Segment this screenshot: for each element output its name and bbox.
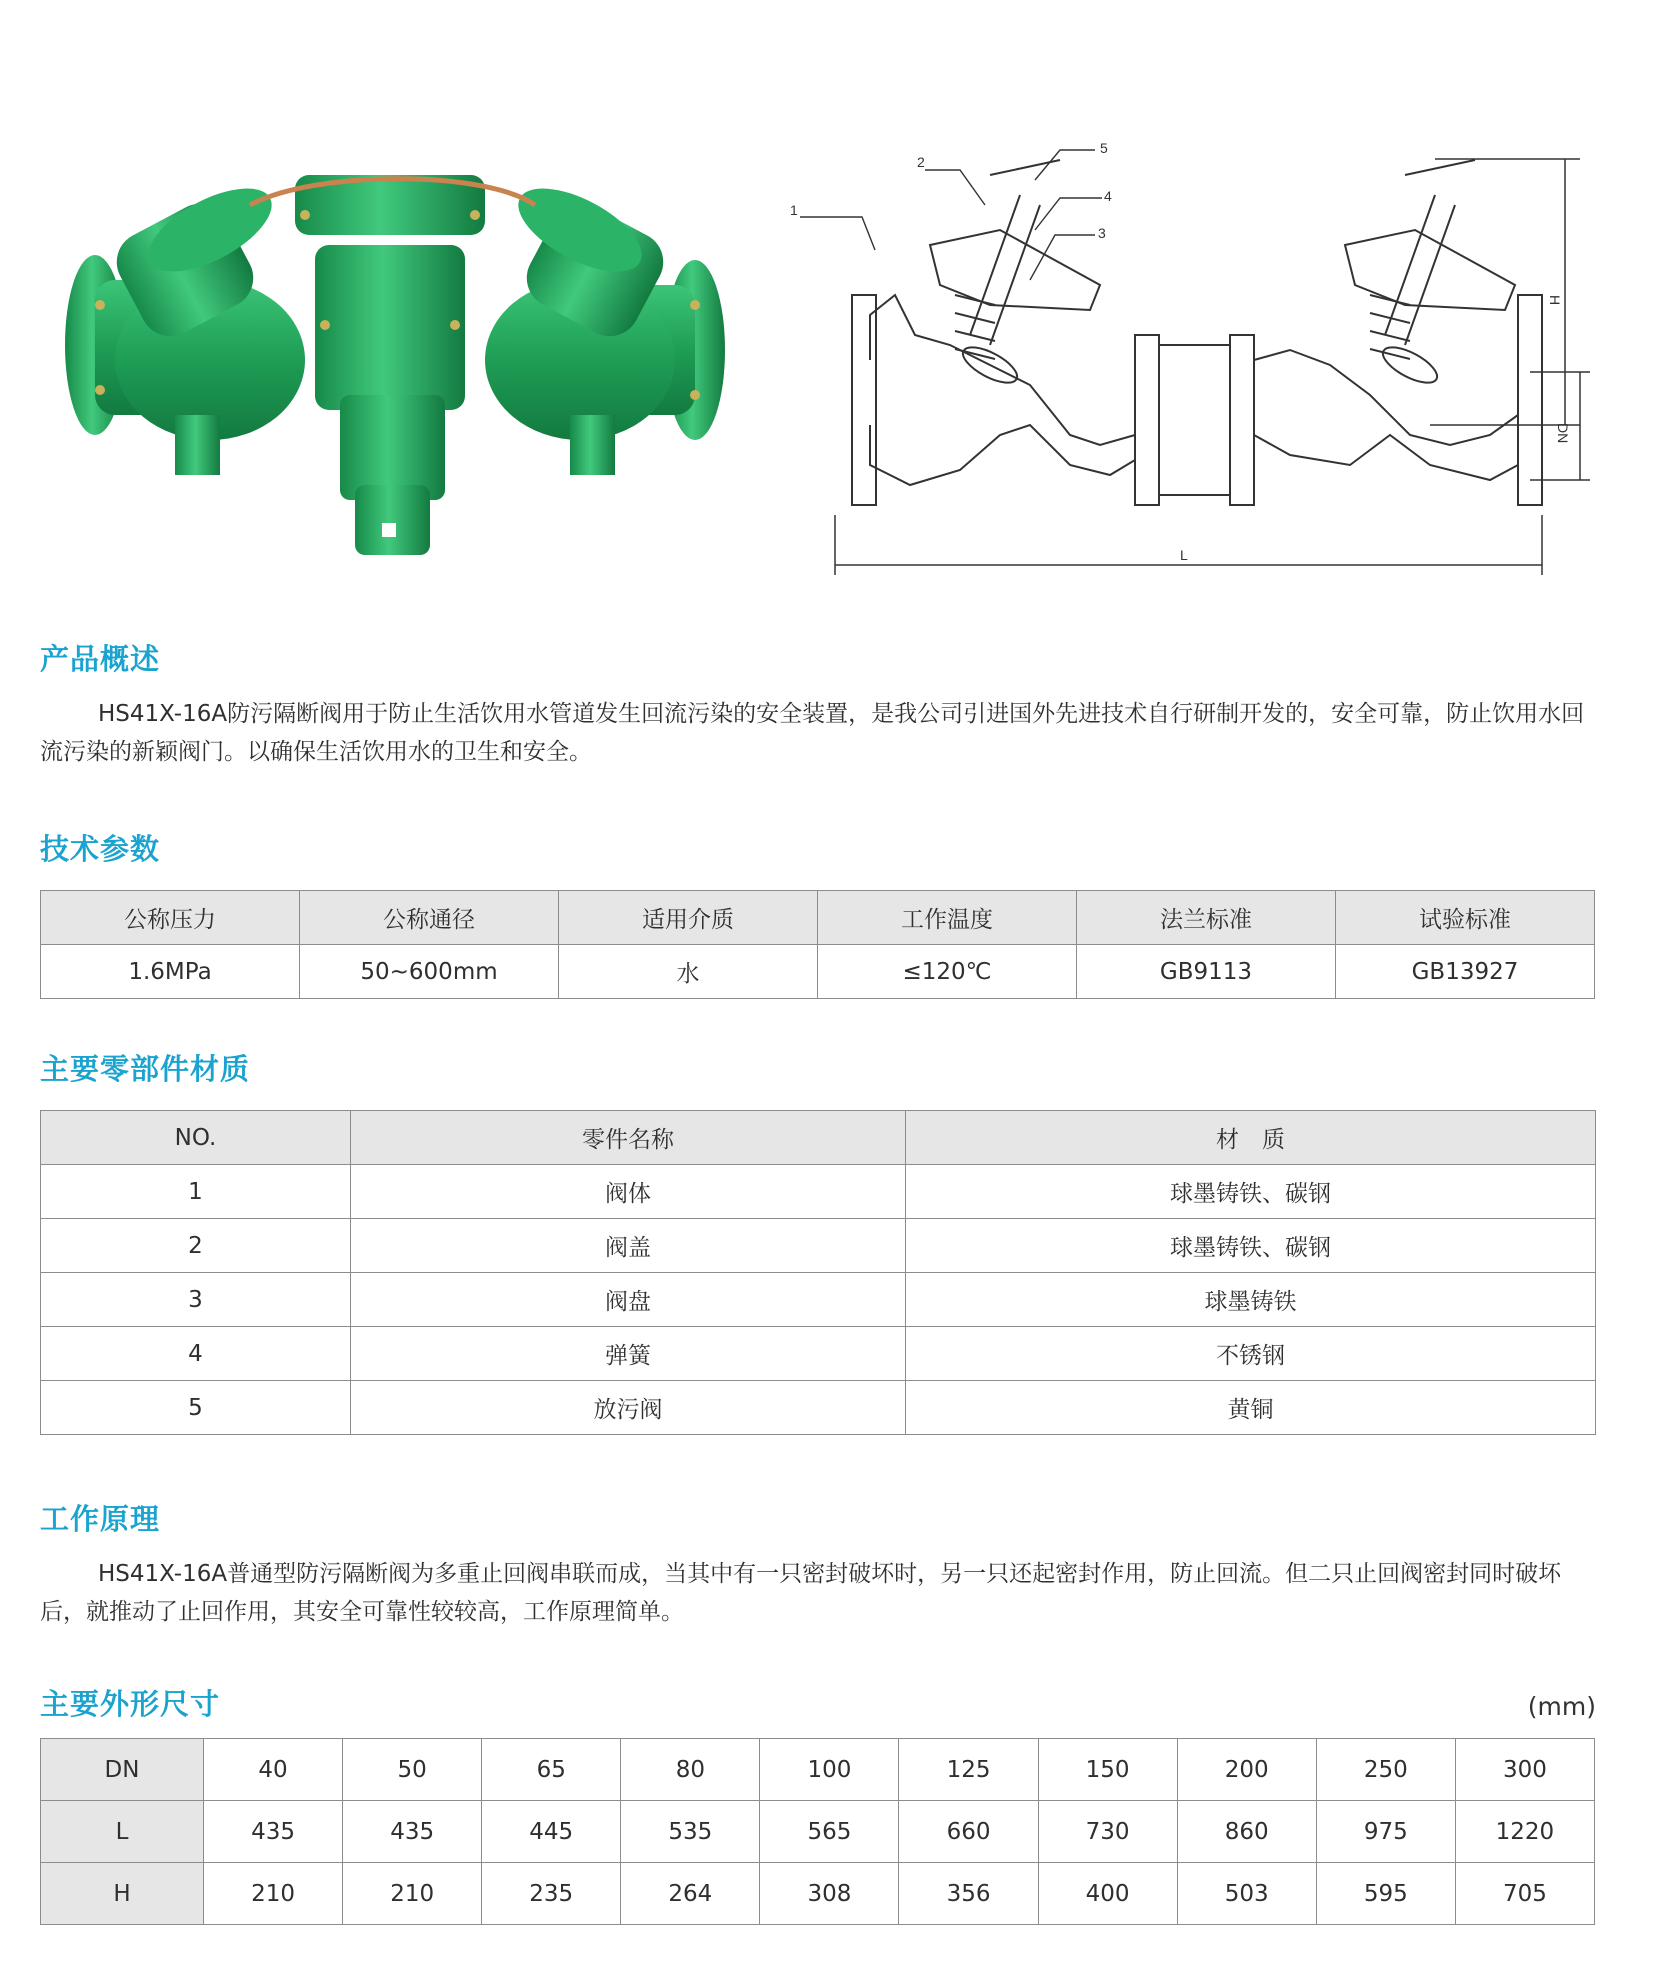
dim-value: 445 (482, 1801, 621, 1863)
dim-value: 356 (899, 1863, 1038, 1925)
tech-header: 法兰标准 (1077, 891, 1336, 945)
callout-1: 1 (790, 202, 798, 218)
dim-value: 65 (482, 1739, 621, 1801)
callout-5: 5 (1100, 140, 1108, 156)
tech-header: 工作温度 (818, 891, 1077, 945)
dimensions-unit: (mm) (1527, 1692, 1596, 1721)
part-material: 球墨铸铁、碳钢 (906, 1219, 1596, 1273)
table-row (41, 1801, 1595, 1863)
dim-value: 860 (1177, 1801, 1316, 1863)
part-name: 阀盖 (351, 1219, 906, 1273)
materials-title: 主要零部件材质 (40, 1052, 251, 1086)
dim-value: 705 (1455, 1863, 1594, 1925)
table-row (41, 1165, 1596, 1219)
dim-value: 435 (204, 1801, 343, 1863)
tech-header: 适用介质 (559, 891, 818, 945)
dim-value: 308 (760, 1863, 899, 1925)
tech-value: GB13927 (1336, 945, 1595, 999)
callout-2: 2 (917, 154, 925, 170)
dimensions-table (40, 1738, 1595, 1925)
dim-value: 210 (343, 1863, 482, 1925)
dim-value: 660 (899, 1801, 1038, 1863)
part-no: 4 (41, 1327, 351, 1381)
table-row (41, 1739, 1595, 1801)
table-row (41, 1219, 1596, 1273)
dim-value: 565 (760, 1801, 899, 1863)
dim-value: 975 (1316, 1801, 1455, 1863)
dim-value: 300 (1455, 1739, 1594, 1801)
materials-header-row (41, 1111, 1596, 1165)
overview-text: HS41X-16A防污隔断阀用于防止生活饮用水管道发生回流污染的安全装置，是我公司引进国外先进技术自行研制开发的，安全可靠，防止饮用水回流污染的新颖阀门。以确保生活饮用水的卫生和安全。 (40, 701, 1585, 765)
materials-header: 材 质 (906, 1111, 1596, 1165)
tech-value: 水 (559, 945, 818, 999)
callout-4: 4 (1104, 188, 1112, 204)
materials-header: NO. (41, 1111, 351, 1165)
dim-value: 150 (1038, 1739, 1177, 1801)
tech-header: 公称压力 (41, 891, 300, 945)
part-name: 阀盘 (351, 1273, 906, 1327)
dim-value: 125 (899, 1739, 1038, 1801)
materials-table (40, 1110, 1596, 1435)
tech-value: GB9113 (1077, 945, 1336, 999)
part-no: 2 (41, 1219, 351, 1273)
dim-row-label: DN (41, 1739, 204, 1801)
materials-header: 零件名称 (351, 1111, 906, 1165)
dim-h: H (1547, 295, 1563, 306)
dim-value: 595 (1316, 1863, 1455, 1925)
valve-drawing (790, 135, 1590, 585)
tech-title: 技术参数 (40, 832, 161, 866)
dim-value: 250 (1316, 1739, 1455, 1801)
tech-value: ≤120℃ (818, 945, 1077, 999)
dim-value: 503 (1177, 1863, 1316, 1925)
table-row (41, 1381, 1596, 1435)
principle-title: 工作原理 (40, 1502, 161, 1536)
part-no: 5 (41, 1381, 351, 1435)
dim-value: 1220 (1455, 1801, 1594, 1863)
tech-table (40, 890, 1595, 999)
part-no: 3 (41, 1273, 351, 1327)
part-material: 球墨铸铁 (906, 1273, 1596, 1327)
dim-value: 730 (1038, 1801, 1177, 1863)
dim-value: 40 (204, 1739, 343, 1801)
tech-header-row (41, 891, 1595, 945)
part-no: 1 (41, 1165, 351, 1219)
dim-value: 264 (621, 1863, 760, 1925)
valve-photo (55, 175, 735, 560)
dim-value: 210 (204, 1863, 343, 1925)
dim-l: L (1180, 547, 1188, 563)
dim-value: 200 (1177, 1739, 1316, 1801)
dim-row-label: H (41, 1863, 204, 1925)
tech-value-row (41, 945, 1595, 999)
tech-header: 试验标准 (1336, 891, 1595, 945)
dim-value: 50 (343, 1739, 482, 1801)
tech-value: 1.6MPa (41, 945, 300, 999)
table-row (41, 1863, 1595, 1925)
part-material: 不锈钢 (906, 1327, 1596, 1381)
tech-value: 50~600mm (300, 945, 559, 999)
dim-dn: DN (1555, 423, 1571, 444)
dim-row-label: L (41, 1801, 204, 1863)
part-material: 球墨铸铁、碳钢 (906, 1165, 1596, 1219)
overview-title: 产品概述 (40, 642, 161, 676)
table-row (41, 1327, 1596, 1381)
part-material: 黄铜 (906, 1381, 1596, 1435)
part-name: 弹簧 (351, 1327, 906, 1381)
dim-value: 80 (621, 1739, 760, 1801)
dim-value: 535 (621, 1801, 760, 1863)
dimensions-title: 主要外形尺寸 (40, 1687, 221, 1721)
part-name: 放污阀 (351, 1381, 906, 1435)
dim-value: 435 (343, 1801, 482, 1863)
callout-3: 3 (1098, 225, 1106, 241)
part-name: 阀体 (351, 1165, 906, 1219)
table-row (41, 1273, 1596, 1327)
tech-header: 公称通径 (300, 891, 559, 945)
dim-value: 400 (1038, 1863, 1177, 1925)
dim-value: 100 (760, 1739, 899, 1801)
dim-value: 235 (482, 1863, 621, 1925)
principle-text: HS41X-16A普通型防污隔断阀为多重止回阀串联而成，当其中有一只密封破坏时，另一只还起密封作用，防止回流。但二只止回阀密封同时破坏后，就推动了止回作用，其安全可靠性较较高，工作原理简单。 (40, 1561, 1562, 1625)
